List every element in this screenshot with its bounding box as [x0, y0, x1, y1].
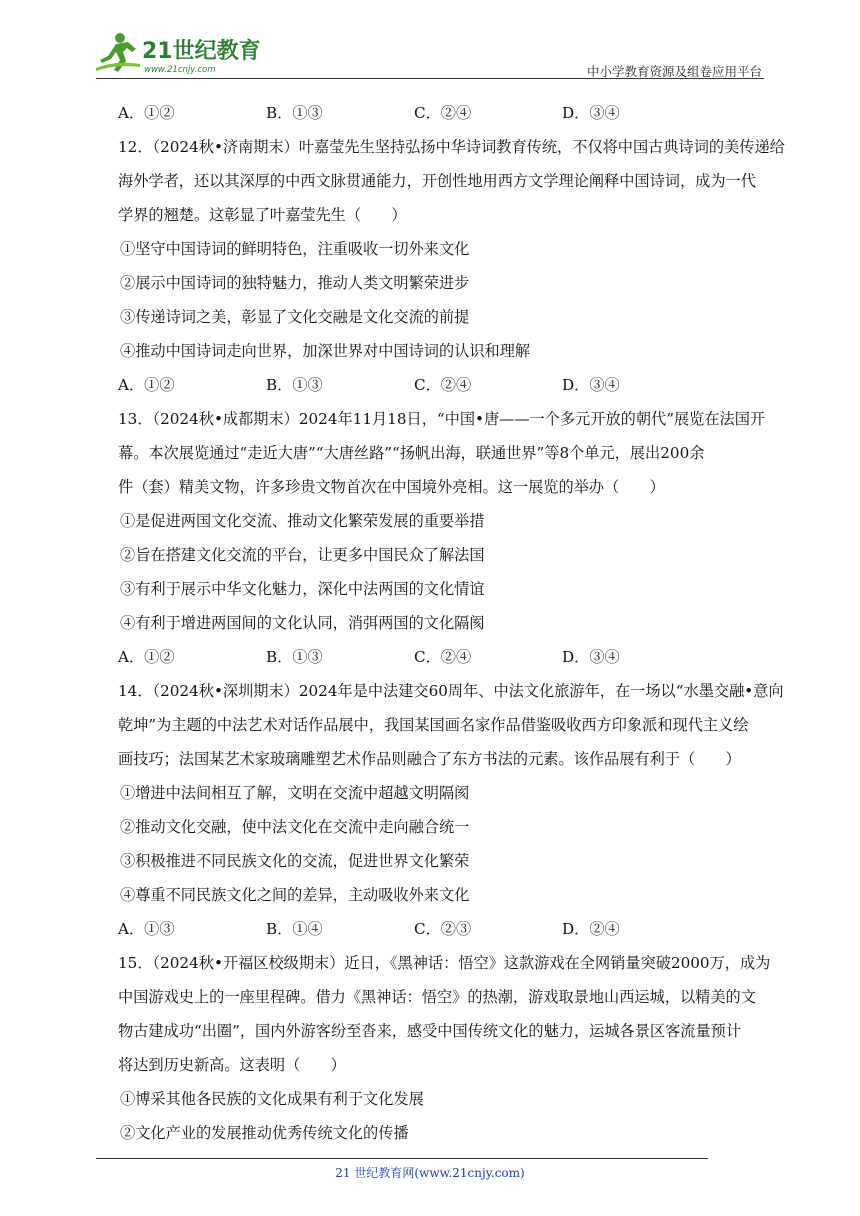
choice-d: D．③④: [562, 104, 620, 122]
statement-option: ④推动中国诗词走向世界，加深世界对中国诗词的认识和理解: [120, 342, 531, 360]
statement-option: ④有利于增进两国间的文化认同，消弭两国的文化隔阂: [120, 614, 485, 632]
logo-text: 21世纪教育: [142, 39, 261, 64]
answer-choices-prev: [118, 96, 768, 130]
choice-b: B．①③: [266, 376, 323, 394]
statement-option: ①增进中法间相互了解，文明在交流中超越文明隔阂: [120, 784, 470, 802]
question-stem-line: 学界的翘楚。这彰显了叶嘉莹先生（ ）: [118, 206, 407, 224]
question-stem-line: 14．（2024秋•深圳期末）2024年是中法建交60周年、中法文化旅游年，在一场以“水墨交融•意向: [118, 682, 784, 700]
choice-b: B．①③: [266, 104, 323, 122]
question-stem-line: 中国游戏史上的一座里程碑。借力《黑神话：悟空》的热潮，游戏取景地山西运城，以精美的文: [118, 988, 756, 1006]
platform-title: 中小学教育资源及组卷应用平台: [586, 64, 762, 79]
choice-d: D．③④: [562, 648, 620, 666]
question-stem-line: 海外学者，还以其深厚的中西文脉贯通能力，开创性地用西方文学理论阐释中国诗词，成为一代: [118, 172, 756, 190]
statement-option: ④尊重不同民族文化之间的差异，主动吸收外来文化: [120, 886, 470, 904]
choice-a: A．①②: [118, 648, 175, 666]
question-stem-line: 12．（2024秋•济南期末）叶嘉莹先生坚持弘扬中华诗词教育传统，不仅将中国古典诗词的美传递给: [118, 138, 785, 156]
choice-c: C．②④: [414, 648, 472, 666]
question-stem-line: 15．（2024秋•开福区校级期末）近日，《黑神话：悟空》这款游戏在全网销量突破2000万，成为: [118, 954, 771, 972]
logo-21cnjy: [96, 30, 266, 76]
question-stem-line: 将达到历史新高。这表明（ ）: [118, 1056, 346, 1074]
question-stem-line: 画技巧；法国某艺术家玻璃雕塑艺术作品则融合了东方书法的元素。该作品展有利于（ ）: [118, 750, 741, 768]
footer-divider: [96, 1158, 708, 1159]
statement-option: ②文化产业的发展推动优秀传统文化的传播: [120, 1124, 409, 1142]
answer-choices: [118, 368, 768, 402]
question-stem-line: 13．（2024秋•成都期末）2024年11月18日，“中国•唐——一个多元开放的朝代”展览在法国开: [118, 410, 766, 428]
choice-b: B．①③: [266, 648, 323, 666]
choice-d: D．③④: [562, 376, 620, 394]
page-header: [96, 30, 764, 78]
question-15: [118, 946, 771, 1150]
choice-c: C．②④: [414, 104, 472, 122]
logo-url: www.21cnjy.com: [144, 65, 216, 75]
question-stem-line: 幕。本次展览通过“走近大唐”“大唐丝路”“扬帆出海，联通世界”等8个单元，展出200余: [118, 444, 705, 462]
answer-choices: [118, 912, 768, 946]
question-14: [118, 674, 784, 946]
choice-a: A．①②: [118, 104, 175, 122]
statement-option: ②旨在搭建文化交流的平台，让更多中国民众了解法国: [120, 546, 485, 564]
answer-choices: [118, 640, 768, 674]
question-stem-line: 物古建成功“出圈”，国内外游客纷至沓来，感受中国传统文化的魅力，运城各景区客流量预计: [118, 1022, 742, 1040]
statement-option: ③有利于展示中华文化魅力，深化中法两国的文化情谊: [120, 580, 485, 598]
choice-a: A．①②: [118, 376, 175, 394]
statement-option: ③积极推进不同民族文化的交流，促进世界文化繁荣: [120, 852, 470, 870]
choice-b: B．①④: [266, 920, 323, 938]
choice-c: C．②③: [414, 920, 472, 938]
question-stem-line: 件（套）精美文物，许多珍贵文物首次在中国境外亮相。这一展览的举办（ ）: [118, 478, 665, 496]
header-divider: [96, 78, 764, 79]
statement-option: ①坚守中国诗词的鲜明特色，注重吸收一切外来文化: [120, 240, 470, 258]
question-stem-line: 乾坤”为主题的中法艺术对话作品展中，我国某国画名家作品借鉴吸收西方印象派和现代主义绘: [118, 716, 749, 734]
statement-option: ①博采其他各民族的文化成果有利于文化发展: [120, 1090, 424, 1108]
choice-a: A．①③: [118, 920, 175, 938]
question-13: [118, 402, 768, 674]
choice-d: D．②④: [562, 920, 620, 938]
question-12: [118, 130, 785, 402]
footer-link[interactable]: 21 世纪教育网(www.21cnjy.com): [335, 1166, 525, 1180]
statement-option: ②推动文化交融，使中法文化在交流中走向融合统一: [120, 818, 470, 836]
statement-option: ①是促进两国文化交流、推动文化繁荣发展的重要举措: [120, 512, 485, 530]
choice-c: C．②④: [414, 376, 472, 394]
exam-content: [118, 96, 785, 1150]
statement-option: ②展示中国诗词的独特魅力，推动人类文明繁荣进步: [120, 274, 470, 292]
statement-option: ③传递诗词之美，彰显了文化交融是文化交流的前提: [120, 308, 470, 326]
